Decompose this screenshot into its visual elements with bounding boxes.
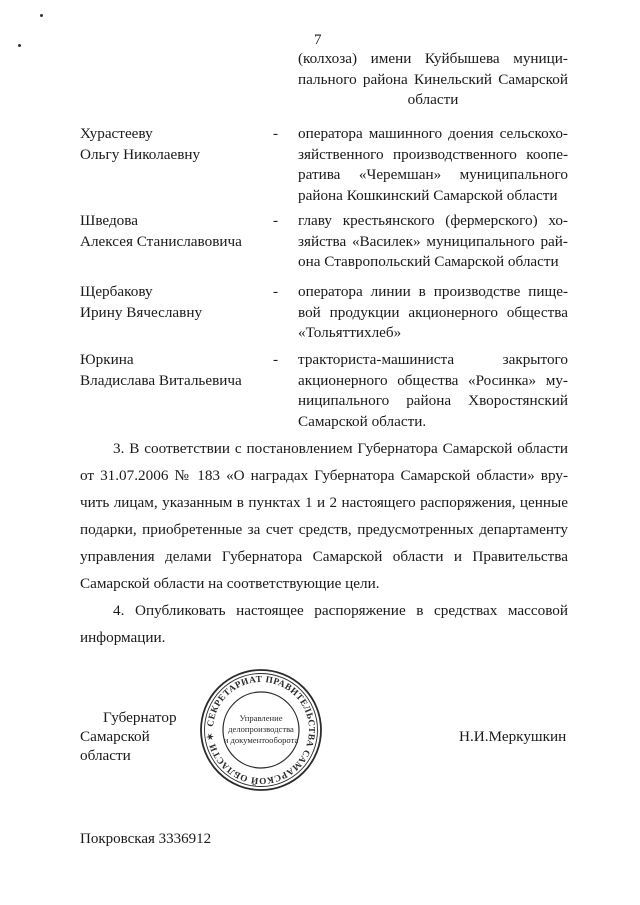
title-line: Самарской области — [80, 728, 150, 764]
recipient-position — [298, 124, 568, 206]
text-line: ратива «Черемшан» муниципального — [298, 166, 568, 183]
svg-text:Управление: Управление — [239, 713, 283, 723]
svg-text:СЕКРЕТАРИАТ ПРАВИТЕЛЬСТВА САМА: СЕКРЕТАРИАТ ПРАВИТЕЛЬСТВА САМАРСКОЙ ОБЛАСТИ ✶ — [204, 673, 318, 787]
text-line: области — [407, 91, 459, 108]
entry-dash: - — [273, 125, 279, 142]
surname: Шведова — [80, 212, 138, 229]
recipient-position — [298, 282, 568, 344]
given-names: Владислава Витальевича — [80, 371, 242, 389]
text-line: Самарской области на соответствующие цели. — [80, 575, 380, 592]
text-line: пального района Кинельский Самарской — [298, 70, 568, 88]
given-names: Алексея Станиславовича — [80, 232, 242, 250]
given-names: Ирину Вячеславну — [80, 303, 203, 321]
text-line: 3. В соответствии с постановлением Губернатора Самарской области — [113, 440, 568, 457]
svg-text:делопроизводства: делопроизводства — [228, 724, 294, 734]
text-line: 4. Опубликовать настоящее распоряжение в средствах массовой — [113, 602, 568, 619]
text-line: оператора машинного доения сельскохо- — [298, 125, 568, 142]
text-line: Самарской области. — [298, 412, 427, 430]
text-line: района Кошкинский Самарской области — [298, 186, 558, 204]
text-line: управления делами Губернатора Самарской области и Правительства — [80, 548, 568, 565]
scan-speck — [18, 44, 21, 47]
title-line: Губернатор — [103, 709, 177, 726]
page-number: 7 — [314, 32, 322, 48]
text-line: информации. — [80, 629, 166, 646]
recipient-name — [80, 124, 270, 165]
continuation-text — [298, 49, 568, 111]
text-line: зяйственного производственного коопе- — [298, 145, 568, 163]
surname: Юркина — [80, 351, 134, 368]
text-line: (колхоза) имени Куйбышева муници- — [298, 50, 568, 67]
recipient-name — [80, 211, 270, 252]
entry-dash: - — [273, 212, 279, 229]
text-line: от 31.07.2006 № 183 «О наградах Губернатора Самарской области» вру- — [80, 467, 568, 484]
text-line: «Тольяттихлеб» — [298, 324, 402, 341]
recipient-position — [298, 350, 568, 432]
text-line: зяйства «Василек» муниципального рай- — [298, 232, 568, 250]
entry-dash: - — [273, 351, 279, 368]
text-line: чить лицам, указанным в пунктах 1 и 2 настоящего распоряжения, ценные — [80, 494, 568, 511]
recipient-name — [80, 282, 270, 323]
text-line: главу крестьянского (фермерского) хо- — [298, 212, 568, 229]
paragraph-3 — [80, 435, 568, 597]
surname: Хурастееву — [80, 125, 153, 142]
document-footer: Покровская 3336912 — [80, 831, 212, 847]
given-names: Ольгу Николаевну — [80, 145, 201, 163]
official-stamp — [198, 667, 324, 793]
surname: Щербакову — [80, 283, 153, 300]
entry-dash: - — [273, 283, 279, 300]
recipient-position — [298, 211, 568, 273]
scan-speck — [40, 14, 43, 17]
svg-text:и документооборота: и документооборота — [223, 735, 299, 745]
paragraph-4 — [80, 597, 568, 651]
text-line: вой продукции акционерного общества — [298, 303, 568, 321]
text-line: тракториста-машиниста закрытого — [298, 351, 568, 368]
signatory-title — [80, 708, 200, 765]
text-line: она Ставропольский Самарской области — [298, 253, 559, 270]
signatory-name: Н.И.Меркушкин — [459, 728, 567, 745]
text-line: акционерного общества «Росинка» му- — [298, 371, 568, 389]
text-line: ниципального района Хворостянский — [298, 392, 568, 409]
text-line: подарки, приобретенные за счет средств, предусмотренных департаменту — [80, 521, 568, 538]
text-line: оператора линии в производстве пище- — [298, 283, 568, 300]
recipient-name — [80, 350, 270, 391]
